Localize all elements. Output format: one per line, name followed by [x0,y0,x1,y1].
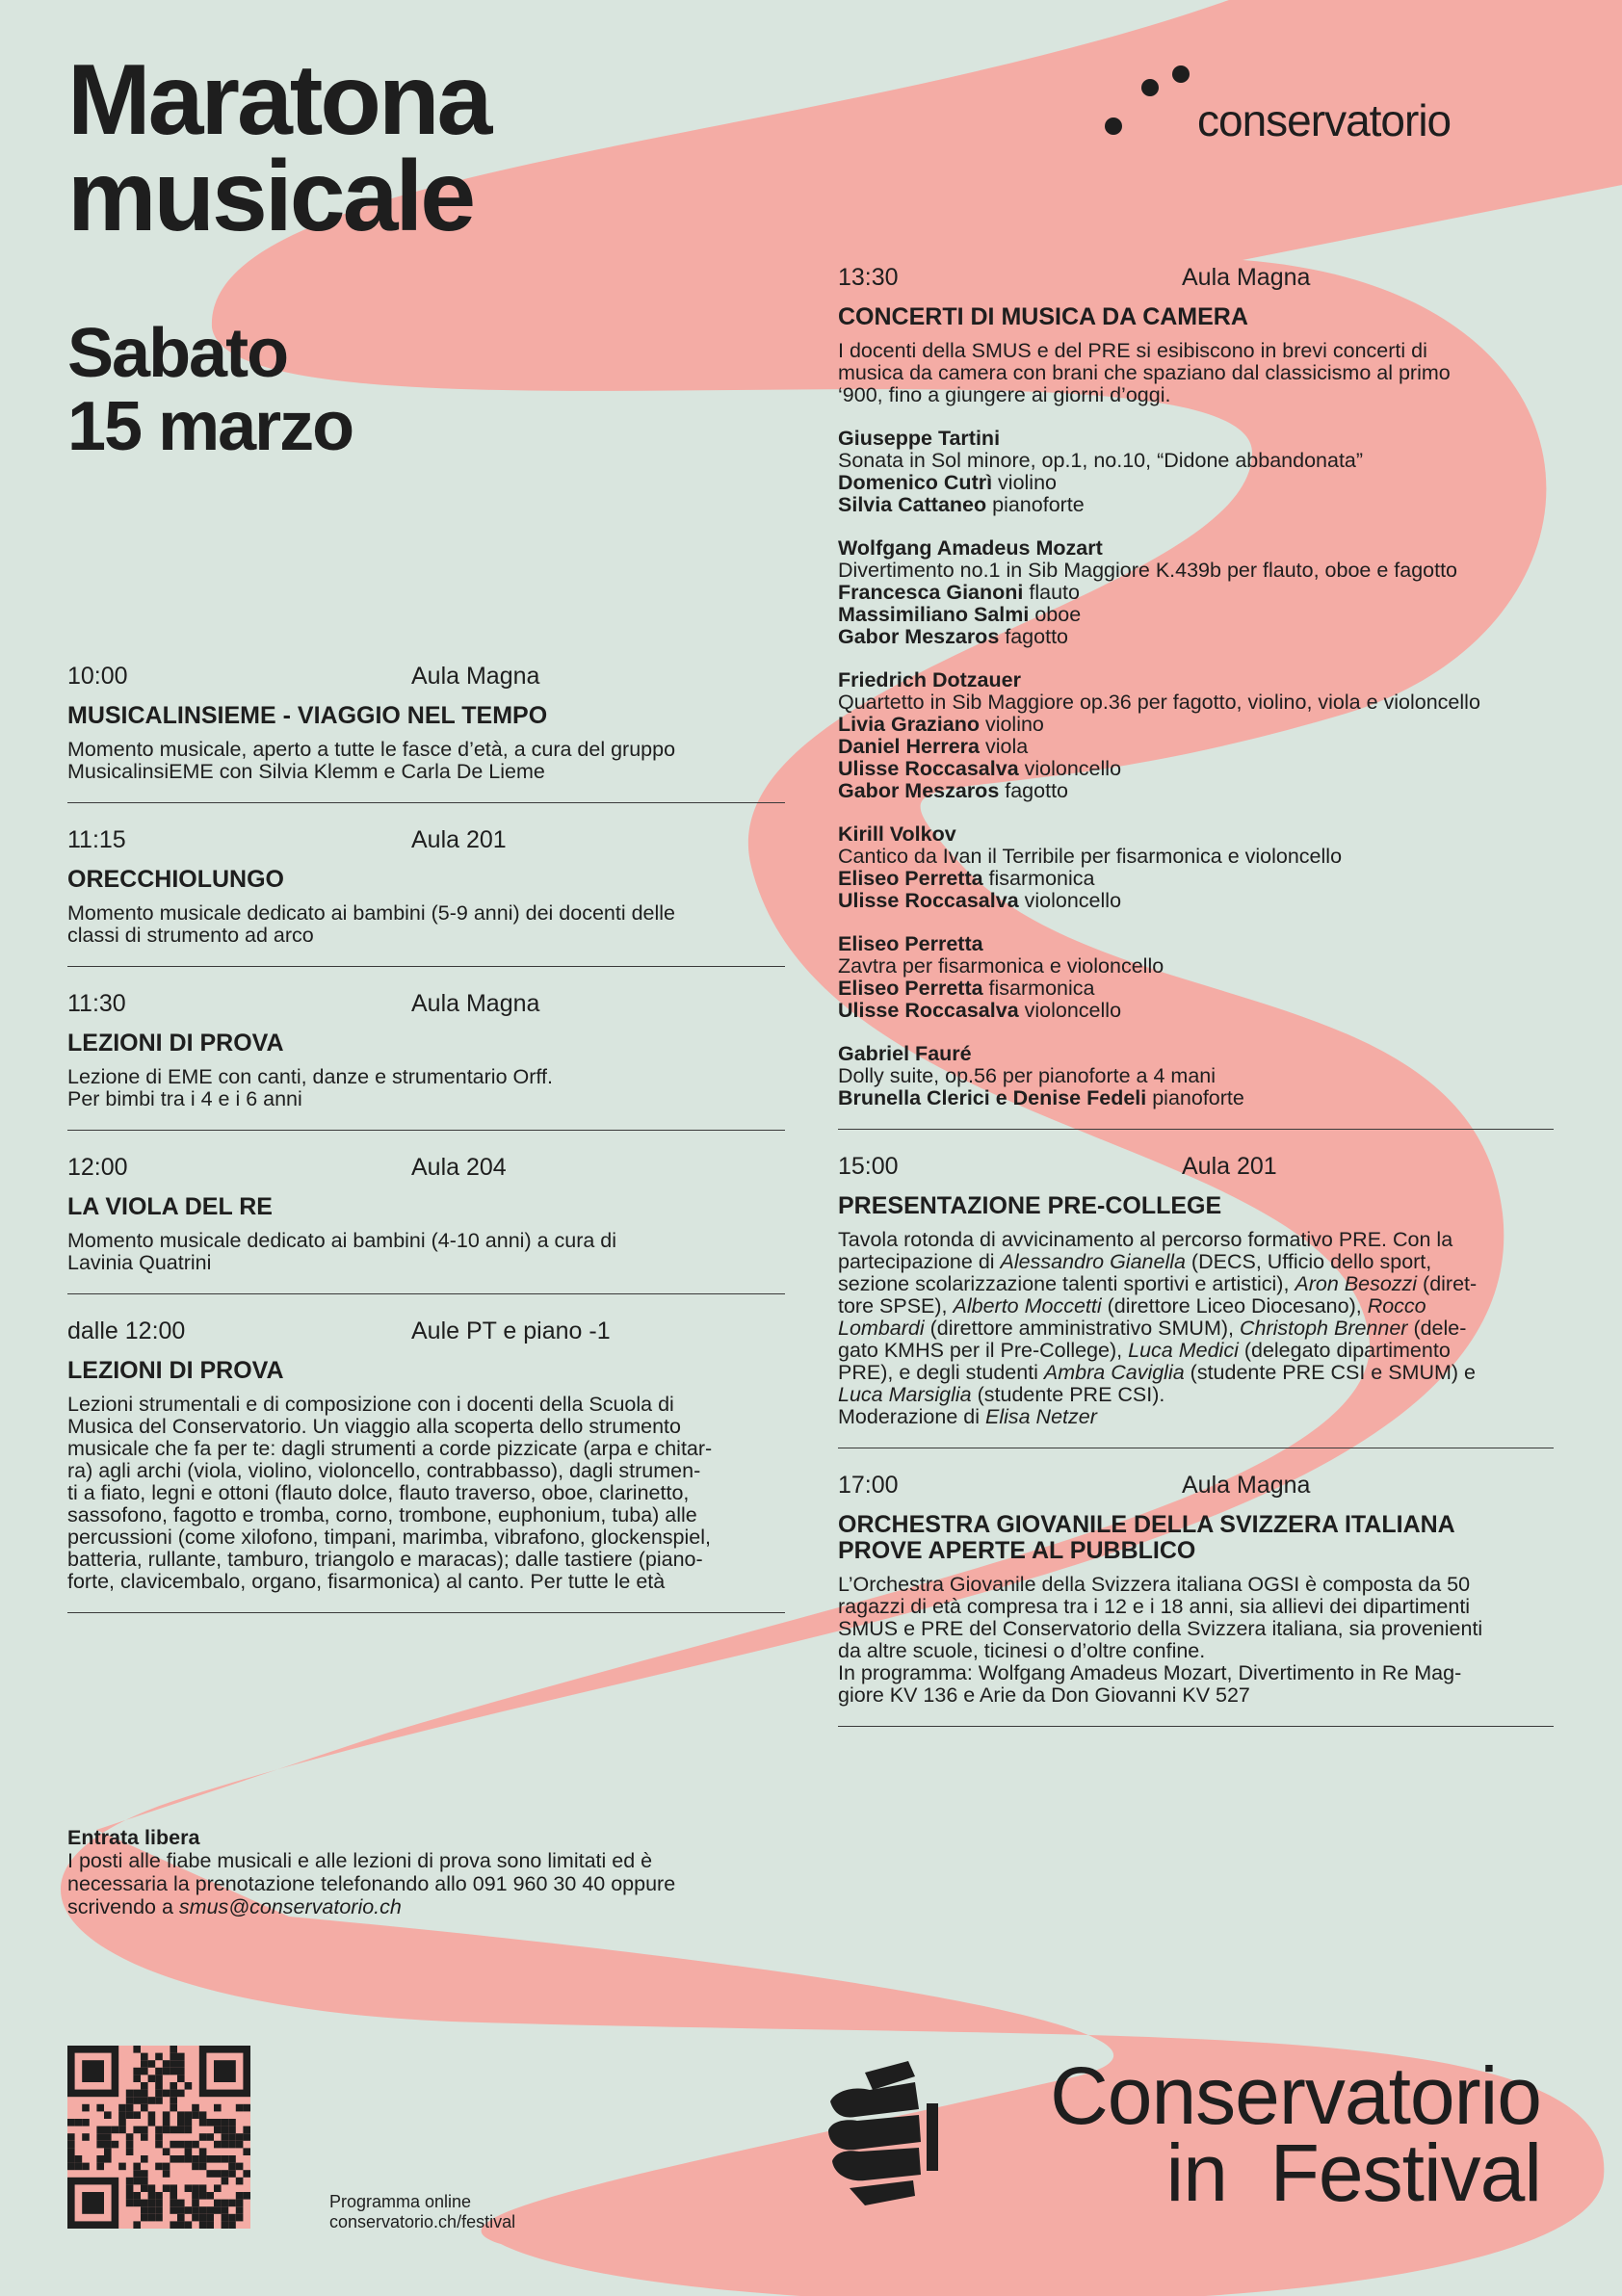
piece-composer: Kirill Volkov [838,822,956,846]
online-program [329,2192,515,2232]
email-link[interactable]: smus@conservatorio.ch [178,1895,402,1918]
title-line: Maratona [67,44,490,156]
piece-composer: Friedrich Dotzauer [838,668,1021,691]
entrance-info [67,1826,799,1918]
event-place: Aula 201 [411,826,507,853]
title-line: musicale [67,140,474,252]
event-place: Aula Magna [1182,1472,1311,1499]
event-lezioni-eme [67,988,785,1131]
event-time: 11:30 [67,990,126,1017]
description-line: Lombardi (direttore amministrativo SMUM), Christoph Brenner (dele- [838,1317,1467,1340]
entrance-heading: Entrata libera [67,1826,200,1849]
festival-title [963,2050,1541,2218]
event-title: LEZIONI DI PROVA [67,1030,284,1057]
concert-piece [838,428,1554,516]
event-time: 12:00 [67,1154,128,1181]
piece-composer: Eliseo Perretta [838,932,983,955]
description-line: tore SPSE), Alberto Moccetti (direttore Liceo Diocesano), Rocco [838,1294,1426,1318]
event-date [67,315,645,465]
piece-performer: Daniel Herrera viola [838,735,1029,758]
description-line: Luca Marsiglia (studente PRE CSI). [838,1383,1165,1406]
description-line: partecipazione di Alessandro Gianella (DECS, Ufficio dello sport, [838,1250,1432,1273]
description-line: gato KMHS per il Pre-College), Luca Medici (delegato dipartimento [838,1339,1451,1362]
online-link[interactable]: conservatorio.ch/festival [329,2212,516,2231]
schedule-left-column [67,661,785,1634]
logo-dot-icon [1105,117,1122,135]
piece-performer: Brunella Clerici e Denise Fedeli pianoforte [838,1086,1244,1109]
event-orchestra [838,1470,1554,1727]
event-description: Momento musicale dedicato ai bambini (4-10 anni) a cura di Lavinia Quatrini [67,1229,617,1274]
event-place: Aula 201 [1182,1153,1277,1180]
piece-composer: Giuseppe Tartini [838,427,1001,450]
piece-performer: Livia Graziano violino [838,713,1044,736]
event-title: MUSICALINSIEME - VIAGGIO NEL TEMPO [67,702,548,729]
logo-dot-icon [1172,65,1190,83]
piece-performer: Gabor Meszaros fagotto [838,625,1069,648]
entrance-text: scrivendo a smus@conservatorio.ch [67,1895,402,1918]
event-title: PRESENTAZIONE PRE-COLLEGE [838,1192,1222,1219]
date-line: 15 marzo [67,387,353,465]
piece-work: Sonata in Sol minore, op.1, no.10, “Didone abbandonata” [838,449,1364,472]
piece-performer: Domenico Cutrì violino [838,471,1058,494]
event-description: Lezione di EME con canti, danze e strumentario Orff. Per bimbi tra i 4 e i 6 anni [67,1065,553,1110]
event-description: Momento musicale dedicato ai bambini (5-9 anni) dei docenti delle classi di strumento ad arco [67,901,676,947]
event-description: Momento musicale, aperto a tutte le fasce d’età, a cura del gruppo MusicalinsiEME con Silvia Klemm e Carla De Lieme [67,738,676,783]
piece-performer: Ulisse Roccasalva violoncello [838,757,1122,780]
piece-work: Cantico da Ivan il Terribile per fisarmonica e violoncello [838,845,1343,868]
logo-dot-icon [1141,79,1159,96]
event-orecchiolungo [67,824,785,967]
piece-performer: Silvia Cattaneo pianoforte [838,493,1085,516]
concert-piece [838,823,1554,912]
description-line: Moderazione di Elisa Netzer [838,1405,1097,1428]
page-title [67,44,742,252]
event-description: Lezioni strumentali e di composizione con i docenti della Scuola di Musica del Conservatorio. Un viaggio alla scoperta dello strumento musicale che fa per te: dagli strumenti a corde pizzicate (arpa e chitar- ra) agli archi (viola, violino, violoncello, contrabbasso), dagli strumen- ti a fiato, legni e ottoni (flauto dolce, flauto traverso, oboe, clarinetto, sassofono, fagotto e tromba, corno, trombone, euphonium, tuba) alle percussioni (come xilofono, timpani, marimba, vibrafono, glockenspiel, batteria, rullante, tamburo, triangolo e maracas); dalle tastiere (piano- forte, clavicembalo, organo, fisarmonica) al canto. Per tutte le età [67,1393,713,1593]
event-time: 13:30 [838,264,899,291]
festival-hand-icon [826,2061,952,2205]
concert-piece [838,933,1554,1022]
event-title: ORECCHIOLUNGO [67,866,284,893]
concert-program [838,428,1554,1109]
event-musicalinsieme [67,661,785,803]
event-concerti [838,262,1554,1130]
piece-performer: Eliseo Perretta fisarmonica [838,977,1095,1000]
event-title: ORCHESTRA GIOVANILE DELLA SVIZZERA ITALIANA PROVE APERTE AL PUBBLICO [838,1511,1455,1564]
event-place: Aule PT e piano -1 [411,1318,611,1344]
event-time: 15:00 [838,1153,899,1180]
event-pre-college [838,1151,1554,1448]
event-place: Aula Magna [411,990,540,1017]
piece-work: Divertimento no.1 in Sib Maggiore K.439b per flauto, oboe e fagotto [838,559,1458,582]
entrance-text: I posti alle fiabe musicali e alle lezioni di prova sono limitati ed è [67,1849,653,1872]
piece-performer: Francesca Gianoni flauto [838,581,1080,604]
event-time: 10:00 [67,663,128,690]
event-description: L’Orchestra Giovanile della Svizzera italiana OGSI è composta da 50 ragazzi di età compresa tra i 12 e i 18 anni, sia allievi dei dipartimenti SMUS e PRE del Conservatorio della Svizzera italiana, sia provenienti da altre scuole, ticinesi o d’oltre confine. In programma: Wolfgang Amadeus Mozart, Divertimento in Re Mag- giore KV 136 e Arie da Don Giovanni KV 527 [838,1573,1483,1707]
piece-performer: Gabor Meszaros fagotto [838,779,1069,802]
piece-work: Quartetto in Sib Maggiore op.36 per fagotto, violino, viola e violoncello [838,691,1480,714]
piece-composer: Wolfgang Amadeus Mozart [838,536,1103,560]
piece-work: Zavtra per fisarmonica e violoncello [838,954,1164,978]
event-place: Aula Magna [1182,264,1311,291]
concert-piece [838,537,1554,648]
piece-performer: Massimiliano Salmi oboe [838,603,1082,626]
schedule-right-column [838,262,1554,1748]
piece-work: Dolly suite, op.56 per pianoforte a 4 mani [838,1064,1216,1087]
event-title: CONCERTI DI MUSICA DA CAMERA [838,303,1248,330]
event-time: dalle 12:00 [67,1318,186,1344]
description-line: sezione scolarizzazione talenti sportivi e artistici), Aron Besozzi (diret- [838,1272,1478,1295]
piece-performer: Ulisse Roccasalva violoncello [838,889,1122,912]
piece-composer: Gabriel Fauré [838,1042,972,1065]
festival-line: in Festival [1165,2127,1541,2218]
event-description: I docenti della SMUS e del PRE si esibiscono in brevi concerti di musica da camera con brani che spaziano dal classicismo al primo ‘900, fino a giungere ai giorni d’oggi. [838,339,1451,406]
description-line: PRE), e degli studenti Ambra Caviglia (studente PRE CSI e SMUM) e [838,1361,1476,1384]
event-description [838,1229,1554,1428]
event-place: Aula Magna [411,663,540,690]
event-title: LEZIONI DI PROVA [67,1357,284,1384]
festival-line: Conservatorio [1050,2050,1541,2141]
concert-piece [838,1043,1554,1109]
description-line: Tavola rotonda di avvicinamento al percorso formativo PRE. Con la [838,1228,1453,1251]
event-time: 11:15 [67,826,126,853]
date-line: Sabato [67,315,288,392]
event-viola-del-re [67,1152,785,1294]
piece-performer: Ulisse Roccasalva violoncello [838,999,1122,1022]
qr-code-icon[interactable] [67,2046,250,2229]
event-place: Aula 204 [411,1154,507,1181]
event-title: LA VIOLA DEL RE [67,1193,273,1220]
piece-performer: Eliseo Perretta fisarmonica [838,867,1095,890]
conservatorio-logo [1103,60,1488,156]
entrance-text: necessaria la prenotazione telefonando allo 091 960 30 40 oppure [67,1872,676,1895]
event-time: 17:00 [838,1472,899,1499]
event-lezioni-strumentali [67,1316,785,1613]
online-label: Programma online [329,2192,472,2211]
logo-wordmark: conservatorio [1197,95,1452,145]
concert-piece [838,669,1554,802]
